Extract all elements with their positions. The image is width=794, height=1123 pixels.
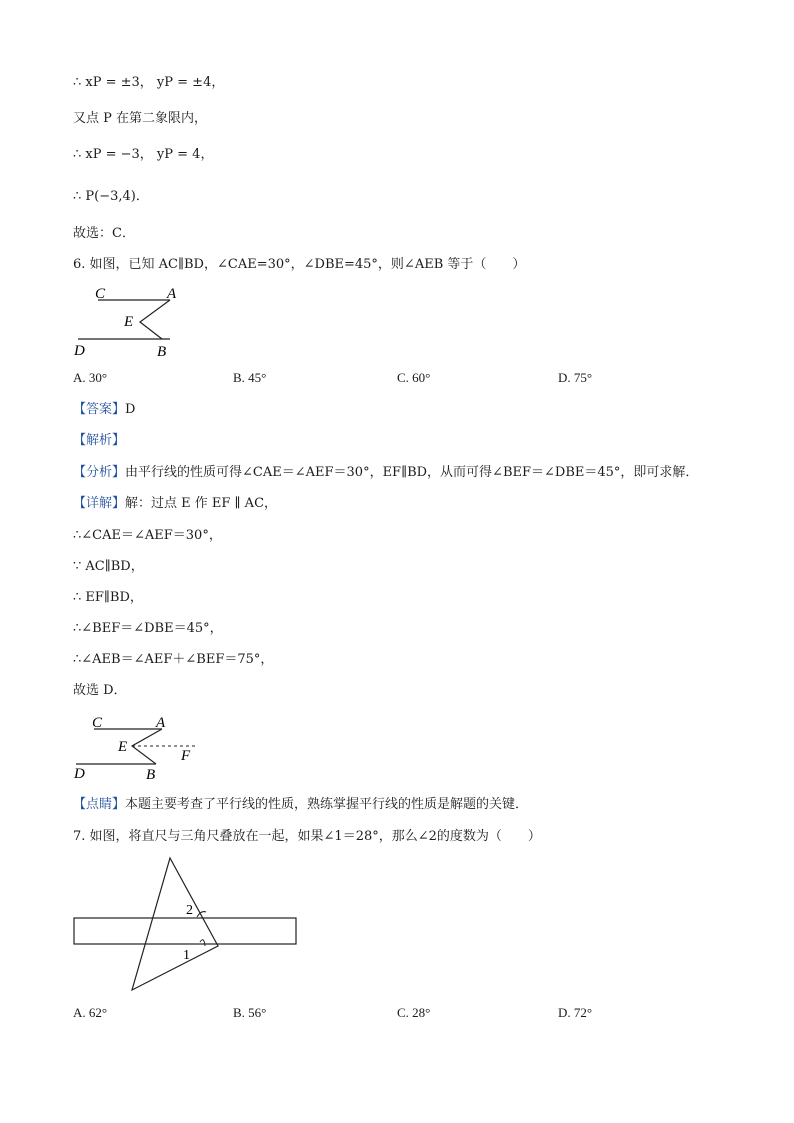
q6-xiangjie-line [73,495,277,513]
q6-step-2: ∵ AC∥BD， [73,559,144,574]
q7-option-c: C. 28° [397,1005,431,1020]
q7-option-d: D. 72° [558,1005,593,1020]
q6-sol-label-f: F [181,748,191,764]
q7-label-1: 1 [183,948,190,963]
prev-solution-line-4: ∴ P(−3,4)． [73,189,149,204]
q7-figure [70,856,302,996]
q7-label-2: 2 [186,903,193,918]
q6-step-4: ∴∠BEF＝∠DBE＝45°， [73,621,223,636]
q6-sol-label-a: A [156,715,166,731]
q6-option-a: A. 30° [73,370,108,385]
answer-value: D [125,402,136,417]
q6-label-c: C [95,286,106,302]
q6-option-d: D. 75° [558,370,593,385]
analysis-tag: 【解析】 [73,433,126,448]
q6-label-d: D [74,343,85,359]
q6-step-3: ∴ EF∥BD， [73,590,143,605]
prev-solution-line-5: 故选：C． [73,226,135,241]
q6-step-6: 故选 D． [73,683,127,698]
xiangjie-text: 解：过点 E 作 EF ∥ AC， [125,496,278,511]
q6-step-1: ∴∠CAE＝∠AEF＝30°， [73,528,222,543]
q6-fenxi-line [73,464,698,482]
q7-option-a: A. 62° [73,1005,108,1020]
xiangjie-tag: 【详解】 [73,496,126,511]
q6-label-b: B [157,344,167,360]
q7-option-b: B. 56° [233,1005,267,1020]
q6-option-b: B. 45° [233,370,267,385]
q6-answer-line [73,401,135,419]
q6-analysis-line [73,432,125,450]
q6-dianjing-line [73,796,528,814]
q6-sol-label-d: D [74,766,85,782]
prev-solution-line-3: ∴ xP = −3， yP = 4， [73,147,214,162]
prev-solution-line-2: 又点 P 在第二象限内， [73,111,208,126]
q6-sol-label-b: B [146,767,156,783]
q6-option-c: C. 60° [397,370,431,385]
q6-solution-figure [70,712,210,784]
q7-stem: 7. 如图，将直尺与三角尺叠放在一起，如果∠1＝28°，那么∠2的度数为（ ） [73,829,541,844]
q6-label-e: E [124,314,134,330]
answer-tag: 【答案】 [73,402,126,417]
q6-sol-label-c: C [92,715,103,731]
q6-step-5: ∴∠AEB＝∠AEF＋∠BEF＝75°， [73,652,274,667]
dianjing-tag: 【点睛】 [73,797,126,812]
q6-figure [70,282,190,362]
q6-stem: 6. 如图，已知 AC∥BD，∠CAE=30°，∠DBE=45°，则∠AEB 等于（ ） [73,257,526,272]
prev-solution-line-1: ∴ xP = ±3， yP = ±4， [73,75,225,90]
fenxi-tag: 【分析】 [73,465,126,480]
dianjing-text: 本题主要考查了平行线的性质，熟练掌握平行线的性质是解题的关键． [125,797,529,812]
fenxi-text: 由平行线的性质可得∠CAE＝∠AEF＝30°，EF∥BD，从而可得∠BEF＝∠DBE＝45°，即可求解． [125,465,699,480]
q6-sol-label-e: E [118,739,128,755]
q6-label-a: A [167,286,177,302]
